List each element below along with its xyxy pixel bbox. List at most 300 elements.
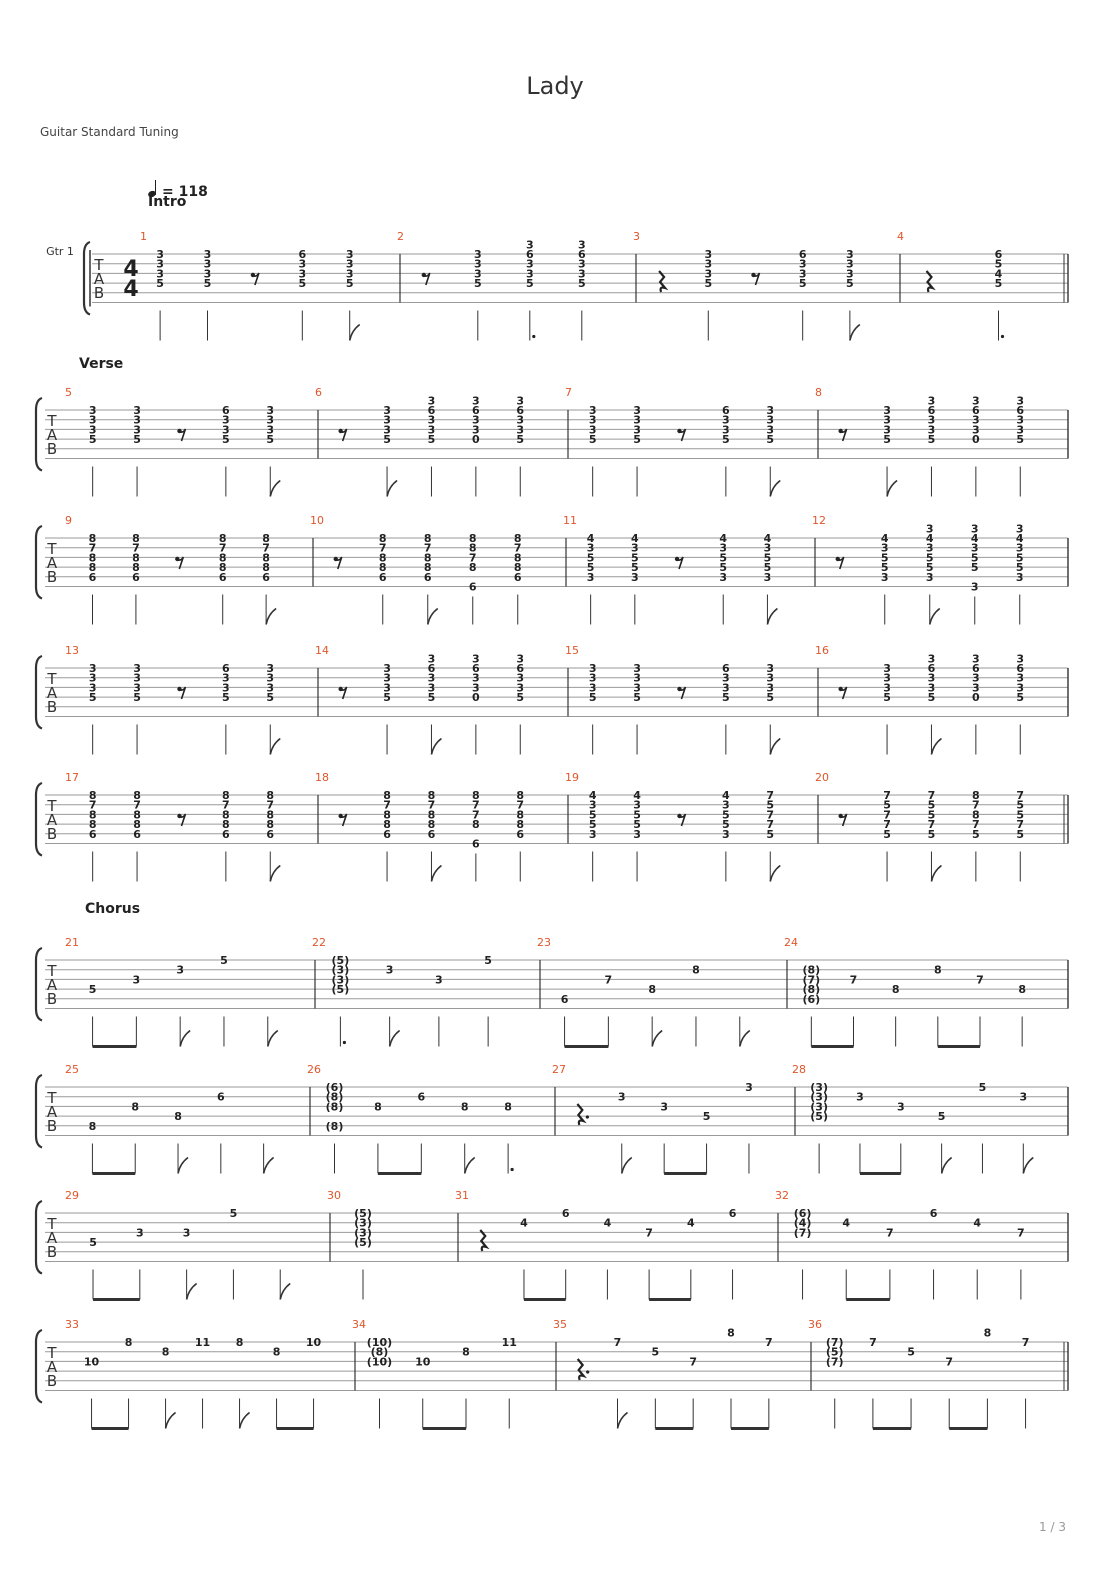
staff-bracket — [36, 1330, 42, 1403]
fret-number: 7 — [513, 541, 522, 555]
fret-number: 3 — [1016, 652, 1025, 666]
eighth-flag-icon — [930, 609, 940, 625]
fret-number: 7 — [427, 798, 436, 812]
fret-number: 3 — [722, 413, 730, 427]
staff-bracket — [84, 242, 90, 315]
fret-number: 5 — [383, 691, 391, 705]
fret-number: 3 — [633, 404, 641, 417]
fret-number: 3 — [588, 827, 597, 841]
fret-number: 3 — [525, 238, 534, 252]
fret-number: 7 — [262, 541, 270, 555]
fret-number: 6 — [88, 570, 97, 584]
fret-number: 7 — [927, 818, 936, 832]
fret-number: 7 — [266, 798, 275, 812]
fret-number: (5) — [825, 1345, 844, 1359]
fret-number: 7 — [976, 973, 984, 987]
fret-number: 6 — [216, 1090, 225, 1104]
fret-number: 6 — [383, 827, 391, 841]
fret-number: 3 — [719, 570, 728, 584]
fret-number: 3 — [472, 681, 480, 695]
tab-clef-letter: T — [47, 962, 57, 980]
fret-number: (7) — [825, 1355, 844, 1369]
fret-number: 3 — [156, 267, 164, 281]
staff-system — [36, 936, 1068, 1047]
fret-number: 3 — [588, 681, 597, 695]
fret-number: 7 — [766, 808, 775, 822]
fret-number: 6 — [423, 570, 432, 584]
fret-number: 5 — [846, 277, 854, 291]
fret-number: 5 — [633, 808, 641, 822]
eighth-flag-icon — [387, 481, 397, 497]
tab-clef-letter: A — [46, 426, 58, 444]
fret-number: 6 — [1016, 404, 1025, 417]
staff-system — [36, 771, 1068, 882]
fret-number: 3 — [577, 257, 586, 271]
fret-number: 3 — [203, 267, 212, 281]
fret-number: 8 — [427, 789, 436, 802]
fret-number: 5 — [704, 277, 713, 291]
fret-number: 3 — [722, 798, 730, 812]
tab-clef-letter: B — [46, 1243, 58, 1261]
fret-number: 5 — [925, 561, 934, 575]
fret-number: 6 — [972, 662, 980, 675]
eighth-flag-icon — [652, 1031, 662, 1047]
measure-number: 12 — [812, 514, 826, 527]
section-label-intro: Intro — [148, 194, 187, 210]
fret-number: 5 — [266, 433, 275, 447]
fret-number: 5 — [702, 1110, 711, 1124]
fret-number: 3 — [766, 671, 775, 685]
eighth-flag-icon — [1023, 1158, 1033, 1174]
fret-number: 5 — [719, 561, 728, 575]
fret-number: 3 — [722, 827, 730, 841]
fret-number: 3 — [345, 257, 354, 271]
fret-number: 3 — [880, 541, 889, 555]
fret-number: 3 — [798, 267, 807, 281]
tab-clef-letter: T — [47, 540, 57, 558]
fret-number: 6 — [994, 248, 1003, 261]
fret-number: 3 — [383, 423, 391, 437]
fret-number: 3 — [383, 662, 391, 675]
fret-number: 3 — [588, 423, 597, 437]
fret-number: 3 — [633, 413, 641, 427]
tab-clef-letter: T — [47, 1344, 57, 1362]
fret-number: 3 — [704, 248, 713, 261]
fret-number: 3 — [298, 257, 307, 271]
fret-number: (3) — [331, 973, 350, 987]
eighth-flag-icon — [770, 739, 780, 755]
fret-number: (5) — [354, 1207, 372, 1220]
fret-number: 5 — [719, 551, 728, 565]
measure-number: 7 — [565, 386, 572, 399]
eighth-flag-icon — [887, 481, 897, 497]
fret-number: 7 — [1017, 1226, 1025, 1240]
fret-number: (10) — [366, 1355, 393, 1369]
fret-number: 8 — [88, 789, 97, 802]
fret-number: 3 — [577, 238, 586, 252]
fret-number: 5 — [633, 818, 641, 832]
eighth-flag-icon — [264, 1158, 274, 1174]
fret-number: 5 — [927, 808, 936, 822]
fret-number: 3 — [427, 423, 436, 437]
fret-number: 8 — [222, 808, 230, 822]
fret-number: 7 — [886, 1226, 894, 1240]
measure-number: 21 — [65, 936, 79, 949]
fret-number: 6 — [722, 662, 730, 675]
fret-number: 3 — [203, 248, 212, 261]
fret-number: 7 — [613, 1336, 622, 1349]
dot-icon — [511, 1168, 514, 1171]
tab-clef-letter: T — [47, 797, 57, 815]
fret-number: 5 — [631, 551, 639, 565]
tab-clef-letter: B — [46, 990, 58, 1008]
measure-number: 6 — [315, 386, 322, 399]
fret-number: (8) — [802, 983, 821, 997]
fret-number: 5 — [588, 818, 597, 832]
fret-number: 3 — [633, 798, 641, 812]
measure-number: 15 — [565, 644, 579, 657]
fret-number: 3 — [586, 570, 595, 584]
fret-number: 3 — [133, 404, 141, 417]
fret-number: 7 — [766, 789, 775, 802]
fret-number: 6 — [927, 404, 936, 417]
fret-number: 7 — [1021, 1336, 1030, 1349]
fret-number: 6 — [516, 662, 525, 675]
fret-number: 8 — [266, 789, 275, 802]
fret-number: 5 — [927, 433, 936, 447]
fret-number: 3 — [633, 681, 641, 695]
fret-number: 3 — [88, 413, 97, 427]
fret-number: 5 — [229, 1207, 238, 1220]
fret-number: 5 — [631, 561, 639, 575]
fret-number: 0 — [972, 433, 980, 447]
measure-number: 30 — [327, 1189, 341, 1202]
eighth-flag-icon — [931, 866, 941, 882]
fret-number: 8 — [133, 818, 141, 832]
fret-number: 3 — [925, 570, 934, 584]
fret-number: 5 — [798, 277, 807, 291]
staff-system — [36, 1189, 1068, 1300]
fret-number: 3 — [846, 257, 854, 271]
fret-number: 7 — [1016, 789, 1025, 802]
fret-number: 5 — [883, 691, 891, 705]
eighth-flag-icon — [187, 1284, 197, 1300]
fret-number: 3 — [88, 662, 97, 675]
fret-number: 6 — [560, 992, 569, 1006]
measure-number: 26 — [307, 1063, 321, 1076]
fret-number: 8 — [133, 808, 141, 822]
tab-clef-letter: A — [93, 270, 105, 288]
tab-clef-letter: B — [46, 825, 58, 843]
fret-number: 3 — [222, 681, 230, 695]
measure-number: 11 — [563, 514, 577, 527]
fret-number: 7 — [883, 818, 891, 832]
fret-number: 3 — [798, 257, 807, 271]
fret-number: 6 — [513, 570, 522, 584]
fret-number: 3 — [633, 423, 641, 437]
measure-number: 31 — [455, 1189, 469, 1202]
fret-number: 5 — [298, 277, 307, 291]
measure-number: 32 — [775, 1189, 789, 1202]
fret-number: 6 — [525, 248, 534, 261]
fret-number: 5 — [473, 277, 482, 291]
fret-number: 3 — [883, 423, 891, 437]
fret-number: (3) — [354, 1226, 372, 1240]
fret-number: 3 — [927, 681, 936, 695]
fret-number: 3 — [766, 423, 775, 437]
fret-number: 4 — [588, 789, 597, 802]
fret-number: 8 — [262, 561, 270, 575]
fret-number: 7 — [222, 798, 230, 812]
fret-number: 8 — [374, 1100, 382, 1114]
fret-number: 6 — [929, 1207, 938, 1220]
eighth-flag-icon — [770, 481, 780, 497]
tab-clef-letter: T — [47, 670, 57, 688]
fret-number: 8 — [513, 551, 522, 565]
fret-number: 5 — [222, 433, 230, 447]
tab-clef-letter: A — [46, 554, 58, 572]
fret-number: 6 — [1016, 662, 1025, 675]
time-signature: 4 — [123, 257, 139, 282]
fret-number: 5 — [516, 691, 525, 705]
fret-number: 3 — [383, 681, 391, 695]
fret-number: 7 — [1016, 818, 1025, 832]
fret-number: 8 — [727, 1326, 735, 1340]
fret-number: 3 — [766, 404, 775, 417]
eighth-flag-icon — [942, 1158, 952, 1174]
measure-number: 22 — [312, 936, 326, 949]
fret-number: (8) — [325, 1119, 344, 1133]
fret-number: 8 — [133, 789, 141, 802]
eighth-flag-icon — [431, 739, 441, 755]
tab-clef-letter: B — [93, 284, 105, 302]
fret-number: 4 — [925, 532, 934, 545]
fret-number: 6 — [722, 404, 730, 417]
fret-number: 5 — [588, 691, 597, 705]
fret-number: 5 — [1016, 808, 1025, 822]
dot-icon — [1001, 335, 1004, 338]
fret-number: 5 — [525, 277, 534, 291]
staff-bracket — [36, 656, 42, 729]
fret-number: 3 — [972, 413, 980, 427]
fret-number: 3 — [222, 423, 230, 437]
fret-number: 8 — [174, 1110, 182, 1124]
fret-number: 8 — [468, 532, 477, 545]
staff-bracket — [36, 526, 42, 599]
fret-number: 3 — [345, 267, 354, 281]
fret-number: 7 — [604, 973, 613, 987]
fret-number: 7 — [849, 973, 858, 987]
fret-number: 3 — [472, 413, 480, 427]
fret-number: 3 — [1016, 681, 1025, 695]
fret-number: 3 — [763, 570, 772, 584]
fret-number: 8 — [88, 532, 97, 545]
fret-number: 3 — [925, 522, 934, 536]
measure-number: 4 — [897, 230, 904, 243]
measure-number: 8 — [815, 386, 822, 399]
fret-number: 3 — [88, 681, 97, 695]
fret-number: 3 — [135, 1226, 144, 1240]
fret-number: 8 — [648, 983, 656, 997]
fret-number: 5 — [883, 798, 891, 812]
fret-number: 3 — [588, 798, 597, 812]
fret-number: 8 — [423, 551, 432, 565]
fret-number: 8 — [262, 551, 270, 565]
measure-number: 10 — [310, 514, 324, 527]
fret-number: 3 — [203, 257, 212, 271]
fret-number: 3 — [222, 413, 230, 427]
fret-number: 5 — [586, 551, 595, 565]
fret-number: 5 — [766, 691, 775, 705]
fret-number: 4 — [970, 532, 979, 545]
fret-number: 7 — [972, 798, 980, 812]
fret-number: 3 — [516, 423, 525, 437]
fret-number: 3 — [266, 681, 275, 695]
measure-number: 20 — [815, 771, 829, 784]
fret-number: 3 — [345, 248, 354, 261]
fret-number: 7 — [945, 1355, 954, 1369]
fret-number: 3 — [883, 671, 891, 685]
measure-number: 28 — [792, 1063, 806, 1076]
fret-number: 6 — [516, 404, 525, 417]
fret-number: 8 — [235, 1336, 244, 1349]
fret-number: 6 — [298, 248, 307, 261]
fret-number: 8 — [88, 551, 97, 565]
eighth-flag-icon — [431, 866, 441, 882]
fret-number: 8 — [132, 532, 140, 545]
fret-number: 5 — [722, 691, 730, 705]
fret-number: (7) — [802, 973, 821, 987]
fret-number: (4) — [793, 1216, 812, 1230]
fret-number: 8 — [513, 561, 522, 575]
page-number: 1 / 3 — [1039, 1520, 1066, 1534]
fret-number: 8 — [1018, 983, 1026, 997]
eighth-flag-icon — [390, 1031, 400, 1047]
fret-number: 8 — [460, 1100, 469, 1114]
fret-number: 5 — [633, 691, 641, 705]
eighth-flag-icon — [740, 1031, 750, 1047]
fret-number: 3 — [704, 267, 713, 281]
fret-number: 3 — [1016, 671, 1025, 685]
fret-number: 5 — [927, 827, 936, 841]
fret-number: 8 — [423, 561, 432, 575]
measure-number: 29 — [65, 1189, 79, 1202]
fret-number: 3 — [132, 973, 141, 987]
fret-number: 3 — [266, 662, 275, 675]
fret-number: 3 — [133, 423, 141, 437]
fret-number: 3 — [586, 541, 595, 555]
fret-number: 7 — [869, 1336, 877, 1349]
fret-number: 3 — [745, 1081, 753, 1094]
fret-number: 6 — [728, 1207, 737, 1220]
fret-number: 7 — [88, 798, 97, 812]
fret-number: 8 — [161, 1345, 170, 1359]
song-title: Lady — [526, 72, 584, 100]
fret-number: 3 — [525, 257, 534, 271]
eighth-flag-icon — [428, 609, 438, 625]
measure-number: 14 — [315, 644, 329, 657]
fret-number: 3 — [88, 423, 97, 437]
fret-number: 3 — [266, 423, 275, 437]
fret-number: 4 — [520, 1216, 528, 1230]
fret-number: 8 — [132, 561, 140, 575]
fret-number: 3 — [722, 681, 730, 695]
fret-number: 3 — [516, 394, 525, 408]
fret-number: 8 — [222, 789, 230, 802]
fret-number: 7 — [218, 541, 227, 555]
measure-number: 25 — [65, 1063, 79, 1076]
fret-number: 5 — [766, 827, 775, 841]
fret-number: 7 — [883, 789, 891, 802]
fret-number: 3 — [472, 671, 480, 685]
measure-number: 36 — [808, 1318, 822, 1331]
fret-number: 5 — [220, 954, 228, 967]
fret-number: 5 — [516, 433, 525, 447]
measure-number: 24 — [784, 936, 798, 949]
fret-number: 8 — [468, 541, 477, 555]
fret-number: 5 — [577, 277, 586, 291]
time-signature: 4 — [123, 277, 139, 302]
fret-number: (3) — [810, 1081, 828, 1094]
eighth-flag-icon — [166, 1413, 176, 1429]
fret-number: 4 — [842, 1216, 851, 1230]
fret-number: 3 — [133, 413, 141, 427]
measure-number: 18 — [315, 771, 329, 784]
eighth-flag-icon — [850, 325, 860, 341]
fret-number: 3 — [516, 681, 525, 695]
fret-number: 8 — [131, 1100, 140, 1114]
fret-number: 5 — [1016, 798, 1025, 812]
fret-number: 3 — [883, 662, 891, 675]
fret-number: 3 — [970, 541, 979, 555]
staff-bracket — [36, 948, 42, 1021]
measure-number: 35 — [553, 1318, 567, 1331]
tab-clef-letter: A — [46, 684, 58, 702]
quarter-rest-icon — [578, 1359, 590, 1380]
fret-number: 5 — [722, 433, 730, 447]
fret-number: 6 — [577, 248, 586, 261]
tab-clef-letter: B — [46, 1117, 58, 1135]
fret-number: 4 — [633, 789, 641, 802]
fret-number: 3 — [588, 671, 597, 685]
fret-number: 8 — [218, 561, 227, 575]
fret-number: 3 — [846, 248, 854, 261]
fret-number: 8 — [513, 532, 522, 545]
measure-number: 3 — [633, 230, 640, 243]
fret-number: 8 — [266, 818, 275, 832]
fret-number: 8 — [262, 532, 270, 545]
fret-number: (7) — [793, 1226, 812, 1240]
measure-number: 2 — [397, 230, 404, 243]
fret-number: 3 — [427, 671, 436, 685]
fret-number: 7 — [689, 1355, 698, 1369]
fret-number: 6 — [427, 827, 436, 841]
fret-number: 3 — [472, 423, 480, 437]
fret-number: 8 — [218, 532, 227, 545]
eighth-flag-icon — [622, 1158, 632, 1174]
fret-number: 6 — [218, 570, 227, 584]
fret-number: 10 — [305, 1336, 322, 1349]
fret-number: 3 — [617, 1090, 626, 1104]
measure-number: 34 — [352, 1318, 366, 1331]
fret-number: 8 — [972, 789, 980, 802]
fret-number: 6 — [472, 404, 480, 417]
fret-number: 6 — [427, 662, 436, 675]
fret-number: 3 — [588, 413, 597, 427]
fret-number: 3 — [719, 541, 728, 555]
fret-number: (8) — [325, 1100, 344, 1114]
fret-number: 3 — [472, 652, 480, 666]
